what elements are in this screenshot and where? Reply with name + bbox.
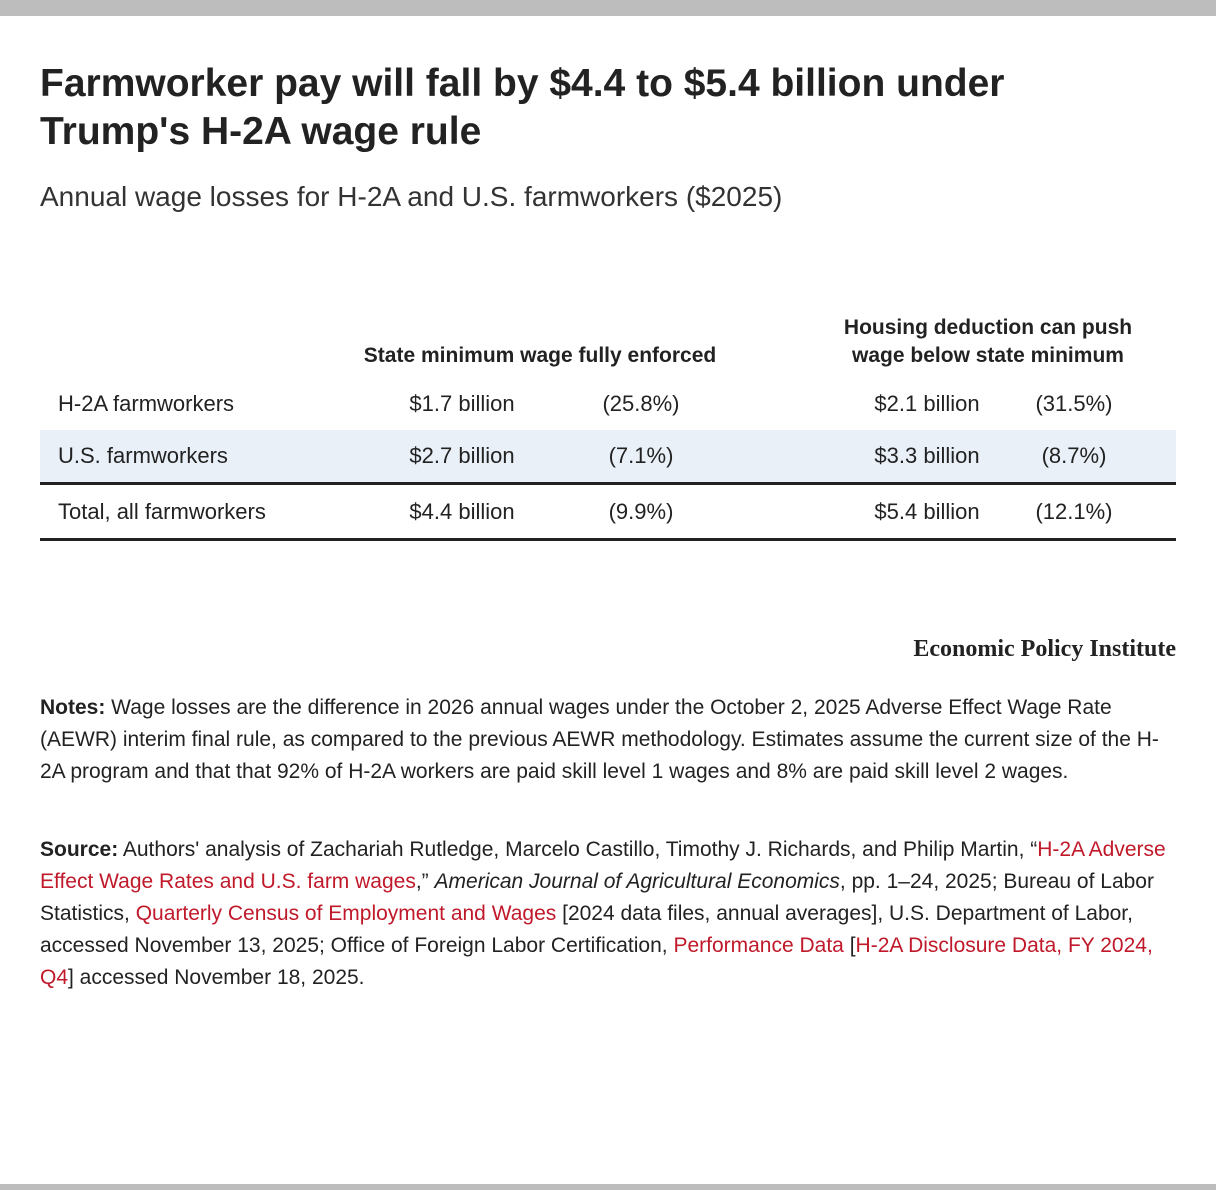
source-link-qcew[interactable]: Quarterly Census of Employment and Wages — [135, 902, 557, 925]
table-cell-value: $4.4 billion — [409, 499, 515, 524]
row-label: Total, all farmworkers — [58, 499, 266, 524]
table-cell-value: $3.3 billion — [874, 443, 980, 468]
table-cell-percent: (31.5%) — [1035, 391, 1113, 416]
source-text: ] accessed November 18, 2025. — [68, 966, 365, 989]
source-text: Authors' analysis of Zachariah Rutledge, Marcelo Castillo, Timothy J. Richards, and Philip Martin, “ — [118, 838, 1038, 861]
source-label: Source: — [40, 838, 119, 861]
table-cell-percent: (9.9%) — [608, 499, 674, 524]
notes-text: Wage losses are the difference in 2026 annual wages under the October 2, 2025 Adverse Effect Wage Rate (AEWR) interim final rule, as compared to the previous AEWR methodology. Estimates assume the current size of the H-2A program and that that 92% of H-2A workers are paid skill level 1 wages and 8% are paid skill level 2 wages. — [40, 696, 1159, 783]
column-group-header-line: State minimum wage fully enforced — [363, 344, 717, 367]
source-journal-title: American Journal of Agricultural Economics — [434, 870, 840, 893]
row-label: H-2A farmworkers — [58, 391, 235, 416]
notes-label: Notes: — [40, 696, 106, 719]
table-cell-percent: (8.7%) — [1041, 443, 1107, 468]
total-divider-rule — [40, 482, 1176, 485]
column-group-header-line: Housing deduction can push — [843, 316, 1133, 339]
bottom-frame-bar — [0, 1184, 1216, 1190]
source-link-h2a-disclosure-data[interactable]: H-2A Disclosure Data, FY 2024, Q4 — [40, 934, 1153, 989]
table-row-us — [40, 430, 1176, 482]
row-label: U.S. farmworkers — [58, 443, 228, 468]
table-cell-percent: (12.1%) — [1035, 499, 1113, 524]
column-group-header-state-minimum — [300, 342, 780, 370]
publisher-logo-text: Economic Policy Institute — [913, 636, 1176, 662]
notes-paragraph — [40, 692, 1180, 788]
table-cell-value: $2.7 billion — [409, 443, 515, 468]
table-cell-value: $2.1 billion — [874, 391, 980, 416]
table-cell-percent: (25.8%) — [602, 391, 680, 416]
source-link-performance-data[interactable]: Performance Data — [673, 934, 844, 957]
chart-title: Farmworker pay will fall by $4.4 to $5.4 billion under Trump's H-2A wage rule — [40, 62, 1005, 153]
source-text: , pp. 1–24, 2025; Bureau of Labor Statistics, — [40, 870, 1154, 925]
chart-subtitle: Annual wage losses for H-2A and U.S. farmworkers ($2025) — [40, 181, 783, 212]
source-link-h2a-aewr-article[interactable]: H-2A Adverse Effect Wage Rates and U.S. farm wages — [40, 838, 1166, 893]
source-text: ,” — [415, 870, 435, 893]
top-frame-bar — [0, 0, 1216, 16]
column-group-header-housing-deduction — [800, 314, 1176, 370]
source-text: [ — [843, 934, 856, 957]
table-bottom-rule — [40, 538, 1176, 541]
source-text: [2024 data files, annual averages], U.S. Department of Labor, accessed November 13, 2025; Office of Foreign Labor Certification, — [40, 902, 1133, 957]
table-cell-value: $1.7 billion — [409, 391, 515, 416]
table-row-h2a — [40, 378, 1176, 430]
source-paragraph — [40, 834, 1180, 994]
table-cell-value: $5.4 billion — [874, 499, 980, 524]
column-group-header-line: wage below state minimum — [852, 344, 1124, 367]
table-row-total — [40, 486, 1176, 538]
table-cell-percent: (7.1%) — [608, 443, 674, 468]
